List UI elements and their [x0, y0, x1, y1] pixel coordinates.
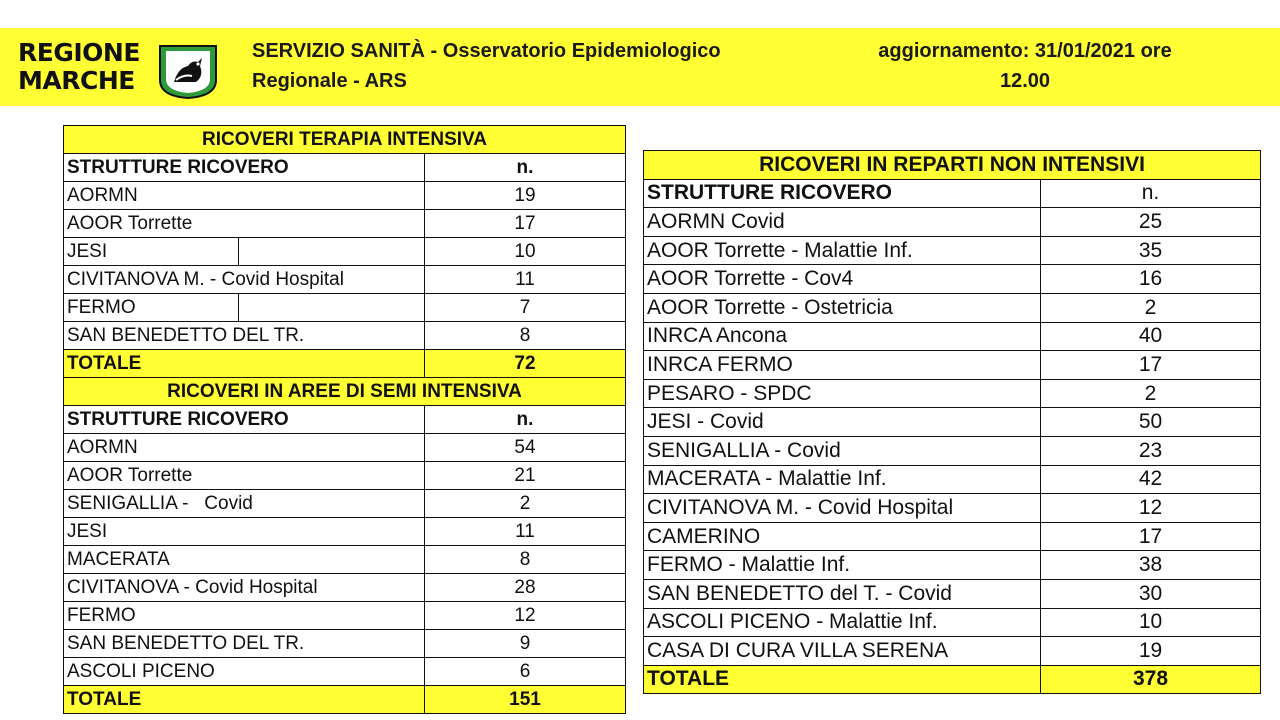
intensive-care-table: [63, 125, 626, 714]
structure-name: CIVITANOVA M. - Covid Hospital: [64, 266, 425, 294]
regione-marche-logo: [18, 40, 223, 102]
patient-count: 42: [1041, 465, 1261, 494]
patient-count: 8: [425, 546, 626, 574]
table-row: [644, 494, 1261, 523]
patient-count: 9: [425, 630, 626, 658]
structure-name: AOOR Torrette - Malattie Inf.: [644, 236, 1041, 265]
logo-text: [18, 40, 140, 96]
table-row: [64, 238, 626, 266]
patient-count: 17: [425, 210, 626, 238]
patient-count: 11: [425, 266, 626, 294]
table-row: [644, 579, 1261, 608]
table-row: [64, 574, 626, 602]
table-row: [644, 351, 1261, 380]
table-row: [64, 490, 626, 518]
structure-name: FERMO: [64, 602, 425, 630]
structure-name: ASCOLI PICENO - Malattie Inf.: [644, 608, 1041, 637]
structure-name: AOOR Torrette - Ostetricia: [644, 293, 1041, 322]
header-title-line2: Regionale - ARS: [252, 70, 407, 92]
table-row: [64, 434, 626, 462]
structure-name: MACERATA: [64, 546, 425, 574]
table-row: [644, 551, 1261, 580]
structure-name: SENIGALLIA - Covid: [644, 436, 1041, 465]
table-row: [644, 236, 1261, 265]
table-row: [644, 608, 1261, 637]
patient-count: 54: [425, 434, 626, 462]
structure-name: CASA DI CURA VILLA SERENA: [644, 637, 1041, 666]
patient-count: 2: [1041, 293, 1261, 322]
marche-emblem-icon: [156, 42, 220, 100]
patient-count: 2: [1041, 379, 1261, 408]
intensive-col-structure: STRUTTURE RICOVERO: [64, 154, 425, 182]
table-row: [644, 408, 1261, 437]
update-line2: 12.00: [999, 70, 1051, 92]
patient-count: 11: [425, 518, 626, 546]
patient-count: 21: [425, 462, 626, 490]
patient-count: 38: [1041, 551, 1261, 580]
patient-count: 35: [1041, 236, 1261, 265]
table-row: [64, 182, 626, 210]
structure-name: INRCA FERMO: [644, 351, 1041, 380]
structure-name: AOOR Torrette - Cov4: [644, 265, 1041, 294]
non-intensive-title: RICOVERI IN REPARTI NON INTENSIVI: [644, 151, 1261, 180]
structure-name: CIVITANOVA M. - Covid Hospital: [644, 494, 1041, 523]
structure-name: AORMN: [64, 182, 425, 210]
structure-name: AORMN: [64, 434, 425, 462]
table-row: [64, 602, 626, 630]
total-row: [64, 686, 626, 714]
total-label: TOTALE: [64, 350, 425, 378]
structure-name: JESI - Covid: [644, 408, 1041, 437]
structure-name: CIVITANOVA - Covid Hospital: [64, 574, 425, 602]
non-intensive-col-structure: STRUTTURE RICOVERO: [644, 179, 1041, 208]
structure-name: INRCA Ancona: [644, 322, 1041, 351]
patient-count: 19: [1041, 637, 1261, 666]
structure-name: SAN BENEDETTO DEL TR.: [64, 322, 425, 350]
patient-count: 12: [425, 602, 626, 630]
table-row: [64, 462, 626, 490]
empty-cell: [239, 238, 425, 266]
structure-name: AORMN Covid: [644, 208, 1041, 237]
intensive-title: RICOVERI TERAPIA INTENSIVA: [64, 126, 626, 154]
total-value: 72: [425, 350, 626, 378]
table-row: [64, 518, 626, 546]
table-row: [644, 265, 1261, 294]
patient-count: 12: [1041, 494, 1261, 523]
structure-name: FERMO: [64, 294, 239, 322]
structure-name: CAMERINO: [644, 522, 1041, 551]
table-row: [64, 210, 626, 238]
table-row: [644, 522, 1261, 551]
patient-count: 2: [425, 490, 626, 518]
patient-count: 50: [1041, 408, 1261, 437]
table-row: [64, 322, 626, 350]
table-row: [64, 294, 626, 322]
patient-count: 30: [1041, 579, 1261, 608]
structure-name: SAN BENEDETTO del T. - Covid: [644, 579, 1041, 608]
structure-name: AOOR Torrette: [64, 462, 425, 490]
total-row: [64, 350, 626, 378]
logo-line2: MARCHE: [18, 66, 135, 95]
table-row: [64, 546, 626, 574]
structure-name: PESARO - SPDC: [644, 379, 1041, 408]
semi-col-structure: STRUTTURE RICOVERO: [64, 406, 425, 434]
table-row: [644, 637, 1261, 666]
table-row: [644, 436, 1261, 465]
structure-name: JESI: [64, 518, 425, 546]
empty-cell: [239, 294, 425, 322]
patient-count: 40: [1041, 322, 1261, 351]
structure-name: ASCOLI PICENO: [64, 658, 425, 686]
patient-count: 8: [425, 322, 626, 350]
total-value: 151: [425, 686, 626, 714]
semi-col-n: n.: [425, 406, 626, 434]
table-row: [644, 322, 1261, 351]
structure-name: FERMO - Malattie Inf.: [644, 551, 1041, 580]
patient-count: 19: [425, 182, 626, 210]
table-row: [64, 658, 626, 686]
update-timestamp: [830, 36, 1220, 96]
table-row: [644, 465, 1261, 494]
table-row: [644, 208, 1261, 237]
patient-count: 10: [425, 238, 626, 266]
logo-line1: REGIONE: [18, 38, 140, 67]
update-line1: aggiornamento: 31/01/2021 ore: [878, 40, 1172, 62]
total-value: 378: [1041, 665, 1261, 694]
structure-name: JESI: [64, 238, 239, 266]
patient-count: 6: [425, 658, 626, 686]
patient-count: 16: [1041, 265, 1261, 294]
patient-count: 7: [425, 294, 626, 322]
patient-count: 25: [1041, 208, 1261, 237]
header-title-line1: SERVIZIO SANITÀ - Osservatorio Epidemiologico: [252, 40, 721, 62]
patient-count: 10: [1041, 608, 1261, 637]
structure-name: AOOR Torrette: [64, 210, 425, 238]
total-label: TOTALE: [64, 686, 425, 714]
intensive-col-n: n.: [425, 154, 626, 182]
structure-name: SAN BENEDETTO DEL TR.: [64, 630, 425, 658]
table-row: [644, 379, 1261, 408]
non-intensive-col-n: n.: [1041, 179, 1261, 208]
total-label: TOTALE: [644, 665, 1041, 694]
semi-intensive-title: RICOVERI IN AREE DI SEMI INTENSIVA: [64, 378, 626, 406]
table-row: [64, 630, 626, 658]
structure-name: MACERATA - Malattie Inf.: [644, 465, 1041, 494]
patient-count: 28: [425, 574, 626, 602]
patient-count: 23: [1041, 436, 1261, 465]
header-title: [252, 36, 812, 96]
total-row: [644, 665, 1261, 694]
structure-name: SENIGALLIA - Covid: [64, 490, 425, 518]
patient-count: 17: [1041, 522, 1261, 551]
non-intensive-table: [643, 150, 1261, 694]
patient-count: 17: [1041, 351, 1261, 380]
table-row: [644, 293, 1261, 322]
table-row: [64, 266, 626, 294]
